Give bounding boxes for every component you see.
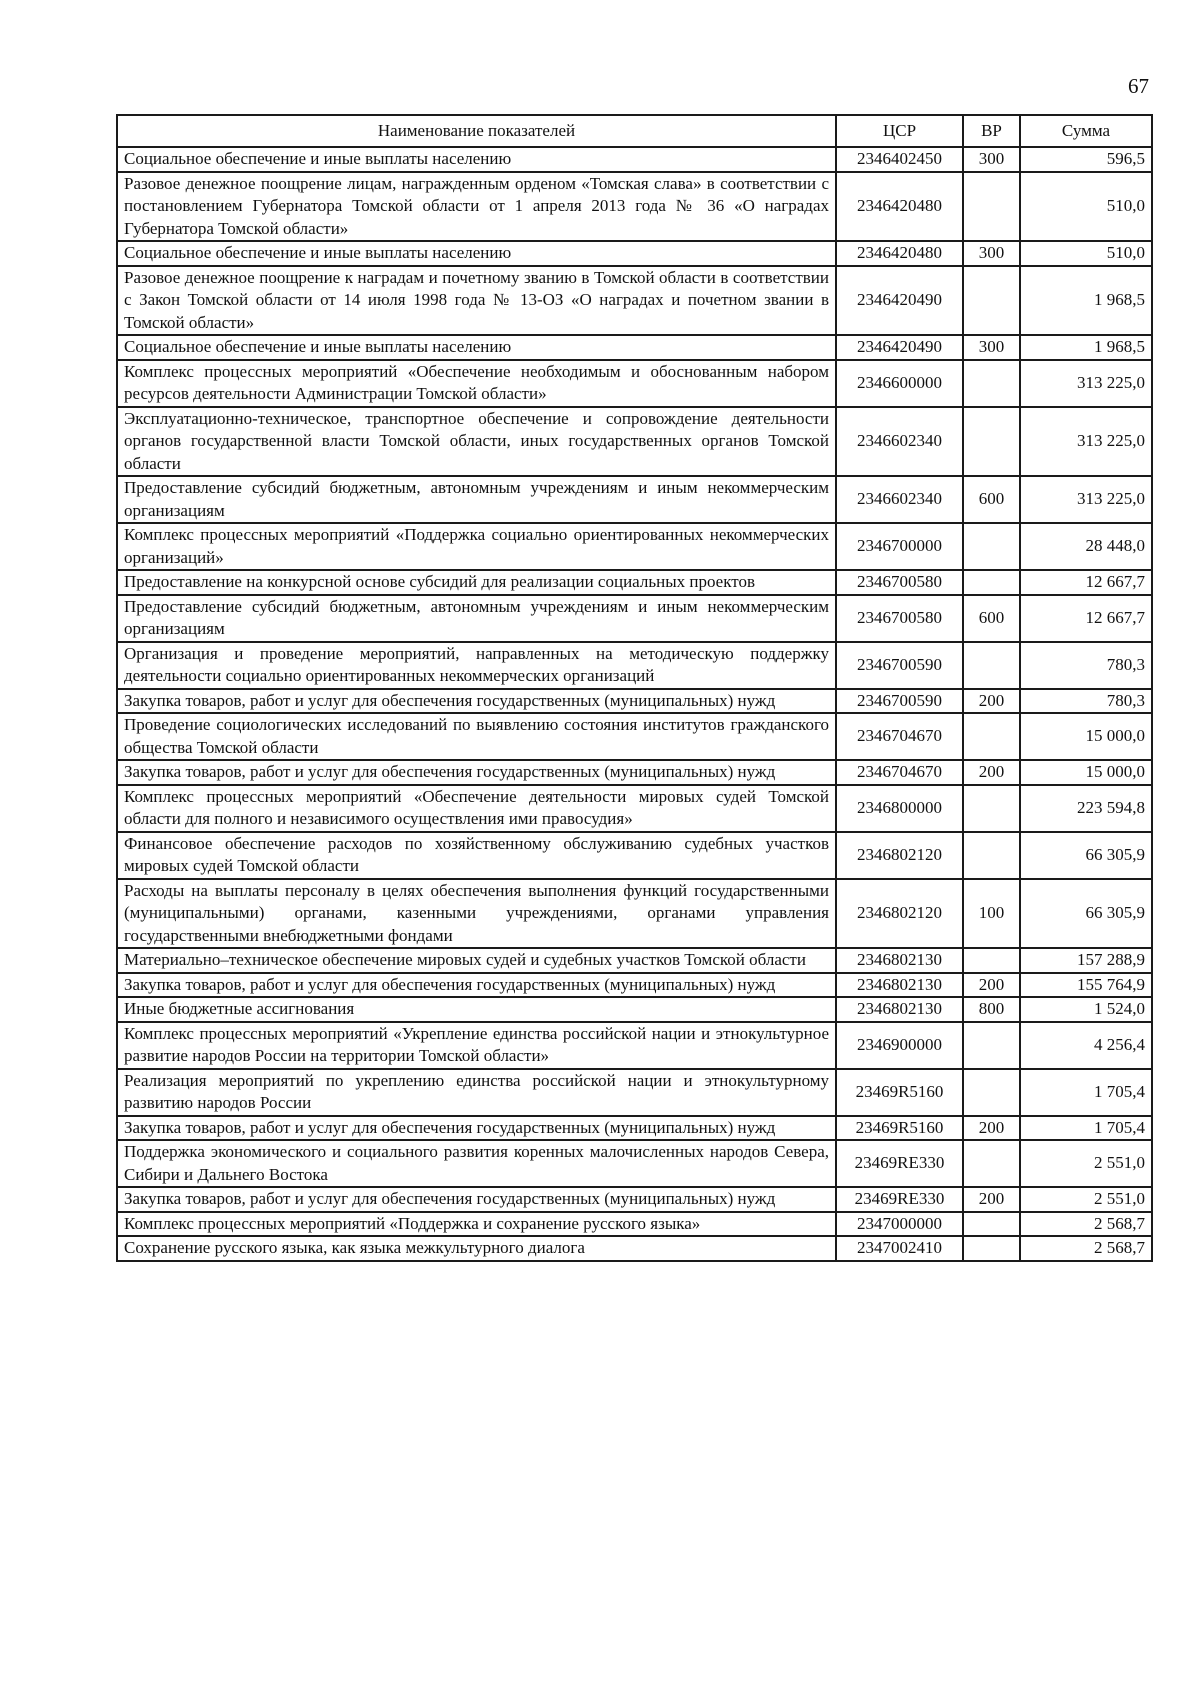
cell-sum: 12 667,7 — [1020, 595, 1152, 642]
cell-sum: 596,5 — [1020, 147, 1152, 172]
table-row — [117, 1212, 1152, 1237]
cell-name: Закупка товаров, работ и услуг для обеспечения государственных (муниципальных) нужд — [117, 1116, 836, 1141]
cell-vr: 200 — [963, 760, 1020, 785]
table-row — [117, 973, 1152, 998]
cell-name: Предоставление субсидий бюджетным, автономным учреждениям и иным некоммерческим организациям — [117, 476, 836, 523]
table-row — [117, 266, 1152, 336]
cell-sum: 66 305,9 — [1020, 879, 1152, 949]
table-row — [117, 407, 1152, 477]
table-row — [117, 1116, 1152, 1141]
cell-vr: 300 — [963, 335, 1020, 360]
cell-code: 2346802120 — [836, 832, 963, 879]
table-row — [117, 1069, 1152, 1116]
cell-name: Закупка товаров, работ и услуг для обеспечения государственных (муниципальных) нужд — [117, 973, 836, 998]
cell-name: Материально–техническое обеспечение мировых судей и судебных участков Томской области — [117, 948, 836, 973]
header-name: Наименование показателей — [117, 115, 836, 147]
table-row — [117, 1236, 1152, 1261]
table-row — [117, 879, 1152, 949]
cell-vr: 200 — [963, 689, 1020, 714]
cell-code: 2346700590 — [836, 689, 963, 714]
cell-code: 2346704670 — [836, 713, 963, 760]
cell-vr — [963, 407, 1020, 477]
header-sum: Сумма — [1020, 115, 1152, 147]
cell-sum: 155 764,9 — [1020, 973, 1152, 998]
header-row — [117, 115, 1152, 147]
cell-sum: 12 667,7 — [1020, 570, 1152, 595]
cell-vr — [963, 1140, 1020, 1187]
table-row — [117, 689, 1152, 714]
cell-code: 2346802120 — [836, 879, 963, 949]
table-row — [117, 642, 1152, 689]
cell-code: 2346802130 — [836, 997, 963, 1022]
cell-sum: 2 568,7 — [1020, 1236, 1152, 1261]
cell-code: 2347002410 — [836, 1236, 963, 1261]
cell-code: 2346700590 — [836, 642, 963, 689]
header-vr: ВР — [963, 115, 1020, 147]
cell-name: Комплекс процессных мероприятий «Поддержка и сохранение русского языка» — [117, 1212, 836, 1237]
cell-name: Предоставление субсидий бюджетным, автономным учреждениям и иным некоммерческим организациям — [117, 595, 836, 642]
cell-sum: 28 448,0 — [1020, 523, 1152, 570]
cell-name: Социальное обеспечение и иные выплаты населению — [117, 241, 836, 266]
table-row — [117, 785, 1152, 832]
cell-vr: 800 — [963, 997, 1020, 1022]
cell-name: Иные бюджетные ассигнования — [117, 997, 836, 1022]
table-header — [117, 115, 1152, 147]
header-code: ЦСР — [836, 115, 963, 147]
cell-sum: 1 705,4 — [1020, 1069, 1152, 1116]
table-row — [117, 172, 1152, 242]
table-row — [117, 523, 1152, 570]
cell-code: 2346602340 — [836, 476, 963, 523]
cell-vr: 600 — [963, 595, 1020, 642]
budget-table — [116, 114, 1153, 1262]
cell-sum: 2 551,0 — [1020, 1187, 1152, 1212]
cell-vr: 600 — [963, 476, 1020, 523]
cell-sum: 1 705,4 — [1020, 1116, 1152, 1141]
cell-vr: 200 — [963, 1116, 1020, 1141]
table-row — [117, 595, 1152, 642]
cell-name: Организация и проведение мероприятий, направленных на методическую поддержку деятельности социально ориентированных некоммерческих организаций — [117, 642, 836, 689]
cell-code: 2346402450 — [836, 147, 963, 172]
cell-sum: 2 551,0 — [1020, 1140, 1152, 1187]
cell-sum: 313 225,0 — [1020, 476, 1152, 523]
cell-name: Закупка товаров, работ и услуг для обеспечения государственных (муниципальных) нужд — [117, 689, 836, 714]
cell-name: Социальное обеспечение и иные выплаты населению — [117, 335, 836, 360]
cell-code: 2346802130 — [836, 948, 963, 973]
cell-code: 2346420480 — [836, 241, 963, 266]
cell-name: Закупка товаров, работ и услуг для обеспечения государственных (муниципальных) нужд — [117, 760, 836, 785]
cell-vr — [963, 785, 1020, 832]
cell-sum: 15 000,0 — [1020, 713, 1152, 760]
table-body — [117, 147, 1152, 1261]
cell-name: Закупка товаров, работ и услуг для обеспечения государственных (муниципальных) нужд — [117, 1187, 836, 1212]
cell-code: 23469RE330 — [836, 1140, 963, 1187]
table-row — [117, 360, 1152, 407]
cell-sum: 157 288,9 — [1020, 948, 1152, 973]
cell-vr: 200 — [963, 973, 1020, 998]
cell-vr — [963, 523, 1020, 570]
cell-sum: 15 000,0 — [1020, 760, 1152, 785]
cell-code: 2346700000 — [836, 523, 963, 570]
table-row — [117, 1022, 1152, 1069]
cell-code: 2346800000 — [836, 785, 963, 832]
cell-vr — [963, 1069, 1020, 1116]
cell-code: 23469R5160 — [836, 1116, 963, 1141]
cell-name: Комплекс процессных мероприятий «Укрепление единства российской нации и этнокультурное развитие народов России на территории Томской области» — [117, 1022, 836, 1069]
cell-sum: 780,3 — [1020, 689, 1152, 714]
cell-name: Расходы на выплаты персоналу в целях обеспечения выполнения функций государственными (муниципальными) органами, казенными учреждениями, органами управления государственными внебюджетными фондами — [117, 879, 836, 949]
table-row — [117, 997, 1152, 1022]
cell-vr: 100 — [963, 879, 1020, 949]
cell-sum: 510,0 — [1020, 172, 1152, 242]
table-row — [117, 760, 1152, 785]
cell-vr: 300 — [963, 241, 1020, 266]
cell-code: 2346700580 — [836, 595, 963, 642]
table-row — [117, 713, 1152, 760]
table-row — [117, 335, 1152, 360]
cell-name: Предоставление на конкурсной основе субсидий для реализации социальных проектов — [117, 570, 836, 595]
cell-vr: 200 — [963, 1187, 1020, 1212]
cell-code: 2346420480 — [836, 172, 963, 242]
cell-code: 2346700580 — [836, 570, 963, 595]
table-row — [117, 1187, 1152, 1212]
cell-code: 2346802130 — [836, 973, 963, 998]
cell-code: 2346602340 — [836, 407, 963, 477]
table-row — [117, 832, 1152, 879]
cell-code: 23469RE330 — [836, 1187, 963, 1212]
cell-code: 2346704670 — [836, 760, 963, 785]
cell-sum: 510,0 — [1020, 241, 1152, 266]
cell-sum: 313 225,0 — [1020, 407, 1152, 477]
cell-vr — [963, 1022, 1020, 1069]
cell-name: Разовое денежное поощрение лицам, награжденным орденом «Томская слава» в соответствии с постановлением Губернатора Томской области от 1 апреля 2013 года № 36 «О наградах Губернатора Томской области» — [117, 172, 836, 242]
cell-sum: 66 305,9 — [1020, 832, 1152, 879]
cell-name: Разовое денежное поощрение к наградам и почетному званию в Томской области в соответствии с Закон Томской области от 14 июля 1998 года № 13-ОЗ «О наградах и почетном звании в Томской области» — [117, 266, 836, 336]
cell-sum: 313 225,0 — [1020, 360, 1152, 407]
table-row — [117, 147, 1152, 172]
cell-sum: 780,3 — [1020, 642, 1152, 689]
cell-sum: 223 594,8 — [1020, 785, 1152, 832]
cell-name: Комплекс процессных мероприятий «Поддержка социально ориентированных некоммерческих организаций» — [117, 523, 836, 570]
cell-sum: 1 524,0 — [1020, 997, 1152, 1022]
cell-name: Финансовое обеспечение расходов по хозяйственному обслуживанию судебных участков мировых судей Томской области — [117, 832, 836, 879]
cell-vr — [963, 266, 1020, 336]
cell-vr — [963, 570, 1020, 595]
cell-name: Поддержка экономического и социального развития коренных малочисленных народов Севера, Сибири и Дальнего Востока — [117, 1140, 836, 1187]
table-row — [117, 241, 1152, 266]
cell-name: Комплекс процессных мероприятий «Обеспечение необходимым и обоснованным набором ресурсов деятельности Администрации Томской области» — [117, 360, 836, 407]
cell-code: 23469R5160 — [836, 1069, 963, 1116]
cell-code: 2346420490 — [836, 266, 963, 336]
cell-vr: 300 — [963, 147, 1020, 172]
cell-vr — [963, 642, 1020, 689]
cell-sum: 1 968,5 — [1020, 266, 1152, 336]
page-number: 67 — [1128, 74, 1149, 98]
cell-vr — [963, 832, 1020, 879]
cell-code: 2347000000 — [836, 1212, 963, 1237]
cell-vr — [963, 172, 1020, 242]
cell-name: Комплекс процессных мероприятий «Обеспечение деятельности мировых судей Томской области для полного и независимого осуществления ими правосудия» — [117, 785, 836, 832]
table-row — [117, 948, 1152, 973]
cell-code: 2346600000 — [836, 360, 963, 407]
cell-name: Эксплуатационно-техническое, транспортное обеспечение и сопровождение деятельности органов государственной власти Томской области, иных государственных органов Томской области — [117, 407, 836, 477]
cell-name: Проведение социологических исследований по выявлению состояния институтов гражданского общества Томской области — [117, 713, 836, 760]
cell-sum: 1 968,5 — [1020, 335, 1152, 360]
cell-code: 2346420490 — [836, 335, 963, 360]
cell-vr — [963, 1212, 1020, 1237]
cell-vr — [963, 713, 1020, 760]
cell-name: Социальное обеспечение и иные выплаты населению — [117, 147, 836, 172]
cell-vr — [963, 360, 1020, 407]
cell-sum: 4 256,4 — [1020, 1022, 1152, 1069]
cell-code: 2346900000 — [836, 1022, 963, 1069]
table-row — [117, 476, 1152, 523]
table-row — [117, 570, 1152, 595]
cell-vr — [963, 1236, 1020, 1261]
cell-sum: 2 568,7 — [1020, 1212, 1152, 1237]
cell-name: Сохранение русского языка, как языка межкультурного диалога — [117, 1236, 836, 1261]
cell-name: Реализация мероприятий по укреплению единства российской нации и этнокультурному развитию народов России — [117, 1069, 836, 1116]
cell-vr — [963, 948, 1020, 973]
table-row — [117, 1140, 1152, 1187]
